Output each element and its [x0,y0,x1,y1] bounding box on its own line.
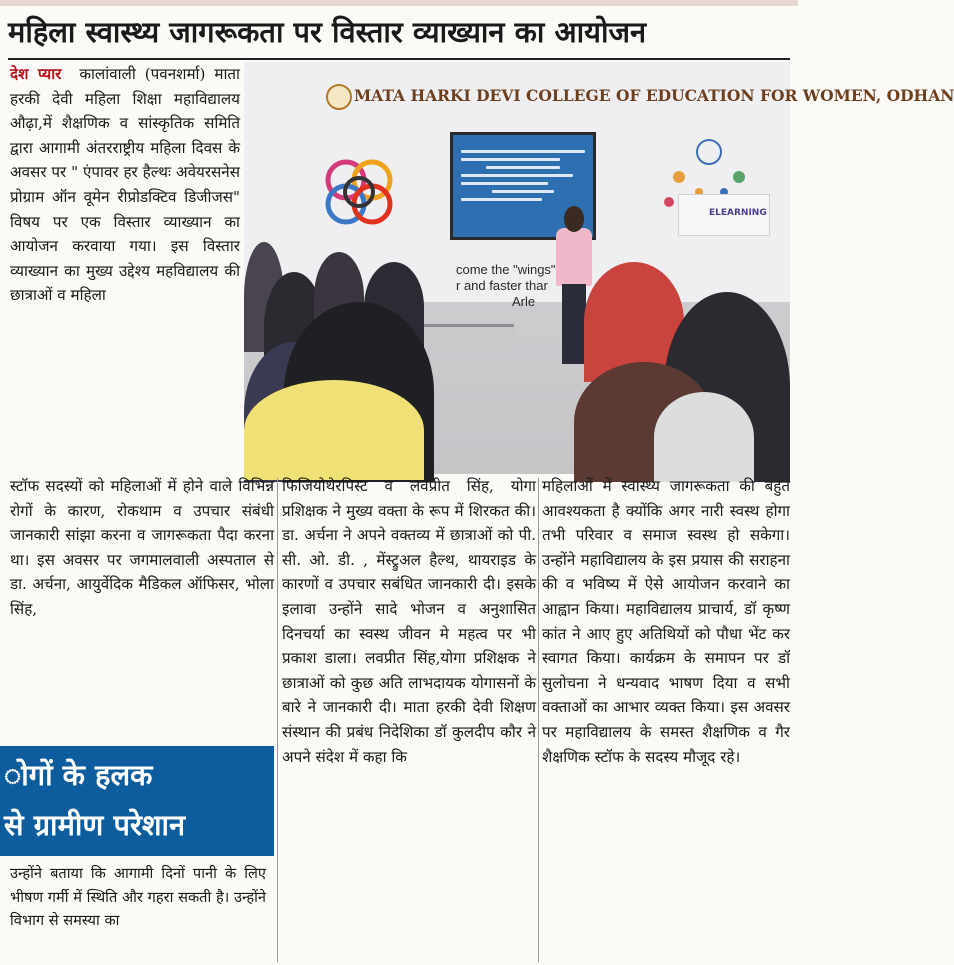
column-divider [538,478,539,962]
speaker-legs [562,284,586,364]
elearning-board: ELEARNING [678,194,770,236]
article-column-3: फिजियोथेरपिस्ट व लवप्रीत सिंह, योगा प्रशिक्षक ने मुख्य वक्ता के रूप में शिरकत की। डा. अर्चना ने अपने वक्तव्य में छात्राओं को पी. सी. ओ. डी. , मेंस्ट्रुअल हैल्थ, थायराइड के कारणों व उपचार सबंधित जानकारी दी। इसके इलावा उन्होंने सादे भोजन व अनुशासित दिनचर्या का स्वस्थ जीवन मे महत्व पर भी प्रकाश डाला। लवप्रीत सिंह,योगा प्रशिक्षक ने छात्राओं को कुछ अति लाभदायक योगासनों के बारे ने जानकारी दी। माता हरकी देवी शिक्षण संस्थान की प्रबंध निदेशिका डॉ कुलदीप कौर ने अपने संदेश में कहा कि [282,477,536,766]
audience-member [654,392,754,482]
top-band [0,0,798,6]
article-column-2: स्टॉफ सदस्यों को महिलाओं में होने वाले विभिन्न रोगों के कारण, रोकथाम व उपचार संबंधी जानकारी सांझा करना व जागरूकता पैदा करना था। इस अवसर पर जगमालवाली अस्पताल से डा. अर्चना, आयुर्वेदिक मैडिकल ऑफिसर, भोला सिंह, [10,477,274,618]
article-column-1 [10,62,240,472]
speaker [556,228,592,286]
headline-rule [8,58,790,60]
headline: महिला स्वास्थ्य जागरूकता पर विस्तार व्याख्यान का आयोजन [8,15,647,49]
side-story-headline: ोगों के हलक से ग्रामीण परेशान [4,758,186,842]
wall-quote: come the "wings" r and faster thar Arle [456,262,556,309]
photo-banner: MATA HARKI DEVI COLLEGE OF EDUCATION FOR WOMEN, ODHAN [354,86,954,105]
event-photo [244,62,954,474]
column-divider [277,478,278,962]
audience-scarf [244,380,424,480]
dateline: देश प्यार [10,65,62,83]
rings-graphic [316,142,406,242]
speaker-head [564,206,584,232]
article-column-4: महिलाओं में स्वास्थ्य जागरूकता की बहुत आवश्यकता है क्योंकि अगर नारी स्वस्थ होगा तभी परिवार व समाज स्वस्थ हो सकेगा। उन्होंने महाविद्यालय के इस प्रयास की सराहना की व भविष्य में ऐसे आयोजन करवाने का आह्वान किया। महाविद्यालय प्राचार्य, डॉ कृष्ण कांत ने आए हुए अतिथियों को पौधा भेंट कर स्वागत किया। कार्यक्रम के समापन पर डॉ सुलोचना ने धन्यवाद भाषण दिया व सभी वक्ताओं का आभार व्यक्त किया। इस अवसर पर महाविद्यालय के समस्त शैक्षणिक व गैर शैक्षणिक स्टॉफ के सदस्य मौजूद रहे। [542,477,790,766]
side-story-text: उन्होंने बताया कि आगामी दिनों पानी के लिए भीषण गर्मी में स्थिति और गहरा सकती है। उन्होंने विभाग से समस्या का [10,865,266,929]
article-text-1: कालांवाली (पवनशर्मा) माता हरकी देवी महिला शिक्षा महाविद्यालय औढ़ा,में शैक्षणिक व सांस्कृतिक समिति द्वारा आगामी अंतरराष्ट्रीय महिला दिवस के अवसर पर " एंपावर हर हैल्थः अवेयरसनेस प्रोग्राम ऑन वूमेन रीप्रोडक्टिव डिजीजस" विषय पर एक विस्तार व्याख्यान का आयोजन करवाया गया। इस विस्तार व्याख्यान का मुख्य उद्देश्य महविद्यालय की छात्राओं व महिला [10,65,240,305]
